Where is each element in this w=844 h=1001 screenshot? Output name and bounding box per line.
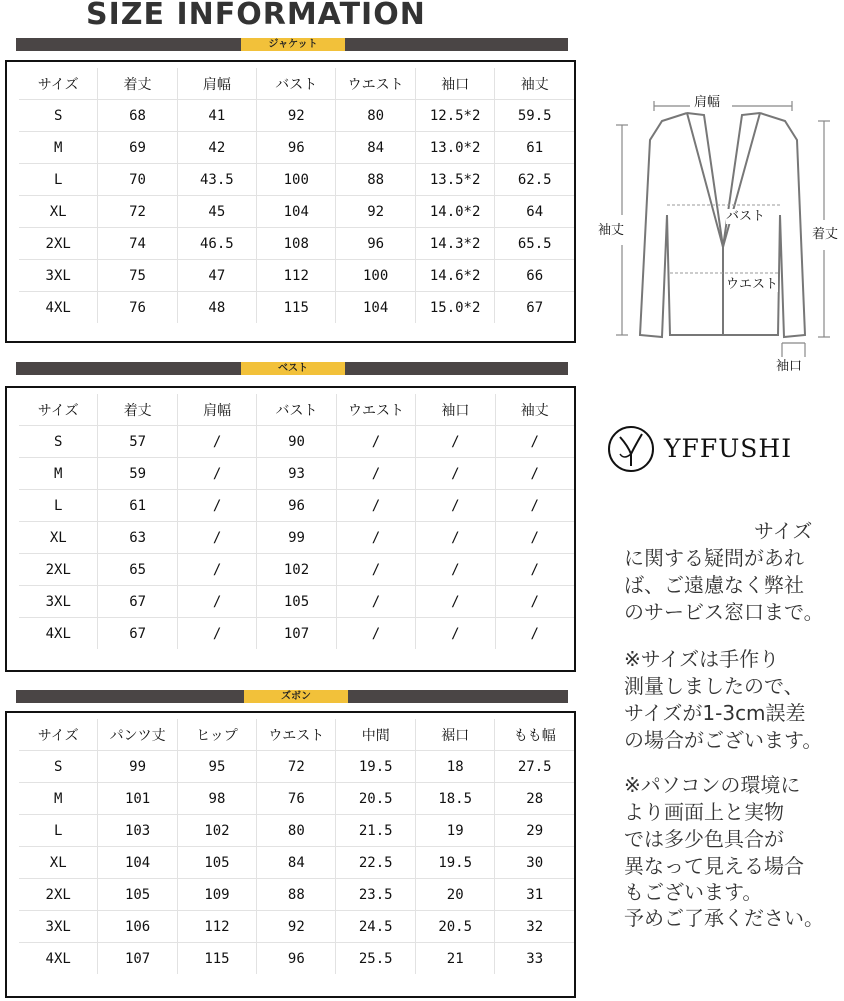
value-cell: /: [495, 490, 574, 522]
value-cell: 103: [98, 815, 177, 847]
table-row: [19, 100, 574, 132]
column-header: サイズ: [19, 719, 98, 751]
size-cell: M: [19, 783, 98, 815]
section-bar-jacket: [16, 38, 568, 51]
section-bar-vest: [16, 362, 568, 375]
value-cell: 15.0*2: [415, 292, 495, 324]
value-cell: 30: [495, 847, 574, 879]
value-cell: 108: [257, 228, 336, 260]
value-cell: 18.5: [415, 783, 494, 815]
bust-label: バスト: [726, 209, 766, 224]
value-cell: 92: [257, 911, 336, 943]
value-cell: 12.5*2: [415, 100, 495, 132]
value-cell: 72: [98, 196, 177, 228]
column-header: 袖丈: [495, 394, 574, 426]
value-cell: 105: [98, 879, 177, 911]
size-table-vest: [19, 394, 574, 649]
value-cell: 107: [257, 618, 336, 650]
table-row: [19, 815, 574, 847]
table-row: [19, 196, 574, 228]
value-cell: /: [336, 490, 415, 522]
column-header: サイズ: [19, 68, 98, 100]
value-cell: 65: [98, 554, 177, 586]
column-header: パンツ丈: [98, 719, 177, 751]
note-1-line-3: ば、ご遠慮なく弊社: [624, 573, 804, 597]
waist-label: ウエスト: [726, 277, 779, 292]
column-header: ウエスト: [336, 394, 415, 426]
note-3-line-4: 異なって見える場合: [624, 854, 804, 878]
value-cell: /: [416, 586, 495, 618]
note-1-line-2: に関する疑問があれ: [624, 546, 804, 570]
value-cell: 104: [257, 196, 336, 228]
value-cell: /: [416, 618, 495, 650]
value-cell: 112: [257, 260, 336, 292]
table-row: [19, 164, 574, 196]
note-2-line-2: 測量しましたので、: [624, 674, 804, 698]
size-cell: S: [19, 751, 98, 783]
value-cell: 115: [177, 943, 256, 975]
size-table-pants: [19, 719, 574, 974]
value-cell: /: [177, 458, 256, 490]
value-cell: 61: [98, 490, 177, 522]
column-header: 袖口: [415, 68, 495, 100]
column-header: 中間: [336, 719, 415, 751]
size-cell: M: [19, 458, 98, 490]
value-cell: 105: [177, 847, 256, 879]
value-cell: 70: [98, 164, 177, 196]
value-cell: 100: [336, 260, 415, 292]
size-cell: L: [19, 490, 98, 522]
table-row: [19, 586, 574, 618]
table-row: [19, 458, 574, 490]
table-row: [19, 490, 574, 522]
value-cell: 42: [177, 132, 256, 164]
note-1-line-1: サイズ: [754, 519, 813, 543]
size-cell: L: [19, 815, 98, 847]
value-cell: 102: [177, 815, 256, 847]
table-row: [19, 554, 574, 586]
value-cell: 25.5: [336, 943, 415, 975]
size-cell: 3XL: [19, 911, 98, 943]
value-cell: 20: [415, 879, 494, 911]
size-cell: 2XL: [19, 554, 98, 586]
table-header-row: [19, 68, 574, 100]
value-cell: 102: [257, 554, 336, 586]
value-cell: 99: [257, 522, 336, 554]
value-cell: 61: [495, 132, 574, 164]
value-cell: 88: [336, 164, 415, 196]
value-cell: /: [177, 618, 256, 650]
size-cell: 2XL: [19, 879, 98, 911]
value-cell: 72: [257, 751, 336, 783]
table-row: [19, 751, 574, 783]
value-cell: 47: [177, 260, 256, 292]
size-cell: 3XL: [19, 586, 98, 618]
value-cell: 13.5*2: [415, 164, 495, 196]
length-label: 着丈: [812, 227, 839, 242]
value-cell: 101: [98, 783, 177, 815]
value-cell: /: [416, 490, 495, 522]
value-cell: 21.5: [336, 815, 415, 847]
column-header: 袖口: [416, 394, 495, 426]
table-row: [19, 879, 574, 911]
size-cell: XL: [19, 847, 98, 879]
shoulder-label: 肩幅: [694, 95, 721, 110]
table-pants: [5, 711, 576, 998]
size-cell: 2XL: [19, 228, 98, 260]
value-cell: 112: [177, 911, 256, 943]
column-header: 着丈: [98, 68, 177, 100]
table-header-row: [19, 394, 574, 426]
value-cell: 46.5: [177, 228, 256, 260]
table-row: [19, 847, 574, 879]
value-cell: 64: [495, 196, 574, 228]
size-cell: 4XL: [19, 618, 98, 650]
value-cell: 28: [495, 783, 574, 815]
value-cell: 13.0*2: [415, 132, 495, 164]
column-header: バスト: [257, 394, 336, 426]
sleeve-label: 袖丈: [598, 223, 625, 238]
value-cell: 59.5: [495, 100, 574, 132]
value-cell: 29: [495, 815, 574, 847]
value-cell: /: [495, 458, 574, 490]
value-cell: /: [416, 426, 495, 458]
table-row: [19, 228, 574, 260]
value-cell: 65.5: [495, 228, 574, 260]
value-cell: 20.5: [336, 783, 415, 815]
value-cell: /: [177, 586, 256, 618]
size-cell: 3XL: [19, 260, 98, 292]
value-cell: 63: [98, 522, 177, 554]
table-row: [19, 260, 574, 292]
value-cell: 88: [257, 879, 336, 911]
value-cell: 76: [98, 292, 177, 324]
table-row: [19, 522, 574, 554]
page-title: SIZE INFORMATION: [86, 0, 426, 32]
size-cell: S: [19, 426, 98, 458]
value-cell: 96: [257, 943, 336, 975]
table-row: [19, 943, 574, 975]
value-cell: 19.5: [336, 751, 415, 783]
value-cell: 75: [98, 260, 177, 292]
column-header: もも幅: [495, 719, 574, 751]
column-header: サイズ: [19, 394, 98, 426]
size-cell: L: [19, 164, 98, 196]
column-header: 肩幅: [177, 68, 256, 100]
table-row: [19, 426, 574, 458]
value-cell: 106: [98, 911, 177, 943]
value-cell: 96: [257, 490, 336, 522]
value-cell: 33: [526, 950, 544, 967]
note-1-line-4: のサービス窓口まで。: [624, 600, 824, 624]
value-cell: /: [416, 554, 495, 586]
cuff-label: 袖口: [776, 359, 803, 374]
value-cell: /: [177, 522, 256, 554]
value-cell: /: [336, 458, 415, 490]
table-row: [19, 911, 574, 943]
value-cell: 104: [98, 847, 177, 879]
value-cell: 95: [177, 751, 256, 783]
value-cell: 67: [98, 586, 177, 618]
value-cell: 69: [98, 132, 177, 164]
circled-y-logo-icon: [606, 424, 656, 474]
value-cell: 92: [257, 100, 336, 132]
value-cell: 107: [98, 943, 177, 975]
value-cell: /: [495, 426, 574, 458]
size-table-jacket: [19, 68, 574, 323]
note-3-line-5: もございます。: [624, 880, 763, 904]
value-cell: 24.5: [336, 911, 415, 943]
value-cell: 27.5: [495, 751, 574, 783]
value-cell: 14.0*2: [415, 196, 495, 228]
section-bar-pants: [16, 690, 568, 703]
size-cell: XL: [19, 522, 98, 554]
value-cell: 80: [336, 100, 415, 132]
size-cell: 4XL: [19, 943, 98, 975]
value-cell: 41: [177, 100, 256, 132]
section-label-jacket: ジャケット: [241, 38, 345, 51]
value-cell: 74: [98, 228, 177, 260]
value-cell: /: [530, 625, 539, 642]
table-row: [19, 132, 574, 164]
table-jacket: [5, 60, 576, 343]
table-row: [19, 292, 574, 324]
value-cell: 80: [257, 815, 336, 847]
value-cell: /: [336, 522, 415, 554]
column-header: ヒップ: [177, 719, 256, 751]
value-cell: 22.5: [336, 847, 415, 879]
value-cell: 90: [257, 426, 336, 458]
value-cell: 67: [526, 299, 544, 316]
value-cell: 84: [336, 132, 415, 164]
value-cell: 115: [257, 292, 336, 324]
value-cell: 96: [257, 132, 336, 164]
column-header: ウエスト: [336, 68, 415, 100]
brand-logo: [606, 420, 836, 480]
value-cell: 23.5: [336, 879, 415, 911]
table-row: [19, 618, 574, 650]
column-header: 袖丈: [495, 68, 574, 100]
value-cell: 76: [257, 783, 336, 815]
value-cell: 66: [495, 260, 574, 292]
column-header: ウエスト: [257, 719, 336, 751]
column-header: 肩幅: [177, 394, 256, 426]
value-cell: 93: [257, 458, 336, 490]
value-cell: 19.5: [415, 847, 494, 879]
value-cell: 105: [257, 586, 336, 618]
value-cell: /: [495, 522, 574, 554]
value-cell: 48: [177, 292, 256, 324]
size-cell: M: [19, 132, 98, 164]
value-cell: 19: [415, 815, 494, 847]
jacket-diagram: [592, 85, 844, 385]
note-3-line-1: ※パソコンの環境に: [624, 773, 801, 797]
jacket-outline-icon: [592, 85, 844, 385]
value-cell: 45: [177, 196, 256, 228]
note-2-line-1: ※サイズは手作り: [624, 647, 780, 671]
value-cell: 20.5: [415, 911, 494, 943]
value-cell: 100: [257, 164, 336, 196]
value-cell: /: [416, 458, 495, 490]
size-cell: S: [19, 100, 98, 132]
section-label-pants: ズボン: [244, 690, 348, 703]
value-cell: /: [495, 554, 574, 586]
value-cell: 14.6*2: [415, 260, 495, 292]
value-cell: 57: [98, 426, 177, 458]
value-cell: 32: [495, 911, 574, 943]
value-cell: 18: [415, 751, 494, 783]
value-cell: 59: [98, 458, 177, 490]
note-2-line-3: サイズが1-3cm誤差: [624, 701, 806, 725]
value-cell: 96: [336, 228, 415, 260]
table-row: [19, 783, 574, 815]
value-cell: /: [336, 618, 415, 650]
value-cell: 31: [495, 879, 574, 911]
value-cell: /: [177, 426, 256, 458]
column-header: バスト: [257, 68, 336, 100]
column-header: 裾口: [415, 719, 494, 751]
value-cell: /: [416, 522, 495, 554]
brand-name: YFFUSHI: [664, 434, 793, 463]
value-cell: 67: [98, 618, 177, 650]
note-2-line-4: の場合がございます。: [624, 728, 823, 752]
value-cell: /: [177, 554, 256, 586]
column-header: 着丈: [98, 394, 177, 426]
size-cell: 4XL: [19, 292, 98, 324]
value-cell: /: [336, 554, 415, 586]
note-3-line-2: より画面上と実物: [624, 800, 784, 824]
value-cell: 109: [177, 879, 256, 911]
value-cell: 99: [98, 751, 177, 783]
size-cell: XL: [19, 196, 98, 228]
table-vest: [5, 386, 576, 672]
note-3-line-3: では多少色具合が: [624, 827, 784, 851]
value-cell: 62.5: [495, 164, 574, 196]
value-cell: /: [336, 586, 415, 618]
value-cell: 43.5: [177, 164, 256, 196]
value-cell: 98: [177, 783, 256, 815]
value-cell: 84: [257, 847, 336, 879]
table-header-row: [19, 719, 574, 751]
value-cell: 21: [415, 943, 494, 975]
section-label-vest: ベスト: [241, 362, 345, 375]
value-cell: 104: [336, 292, 415, 324]
note-3-line-6: 予めご了承ください。: [624, 906, 824, 930]
value-cell: 68: [98, 100, 177, 132]
value-cell: /: [336, 426, 415, 458]
value-cell: 92: [336, 196, 415, 228]
value-cell: /: [177, 490, 256, 522]
value-cell: /: [495, 586, 574, 618]
value-cell: 14.3*2: [415, 228, 495, 260]
